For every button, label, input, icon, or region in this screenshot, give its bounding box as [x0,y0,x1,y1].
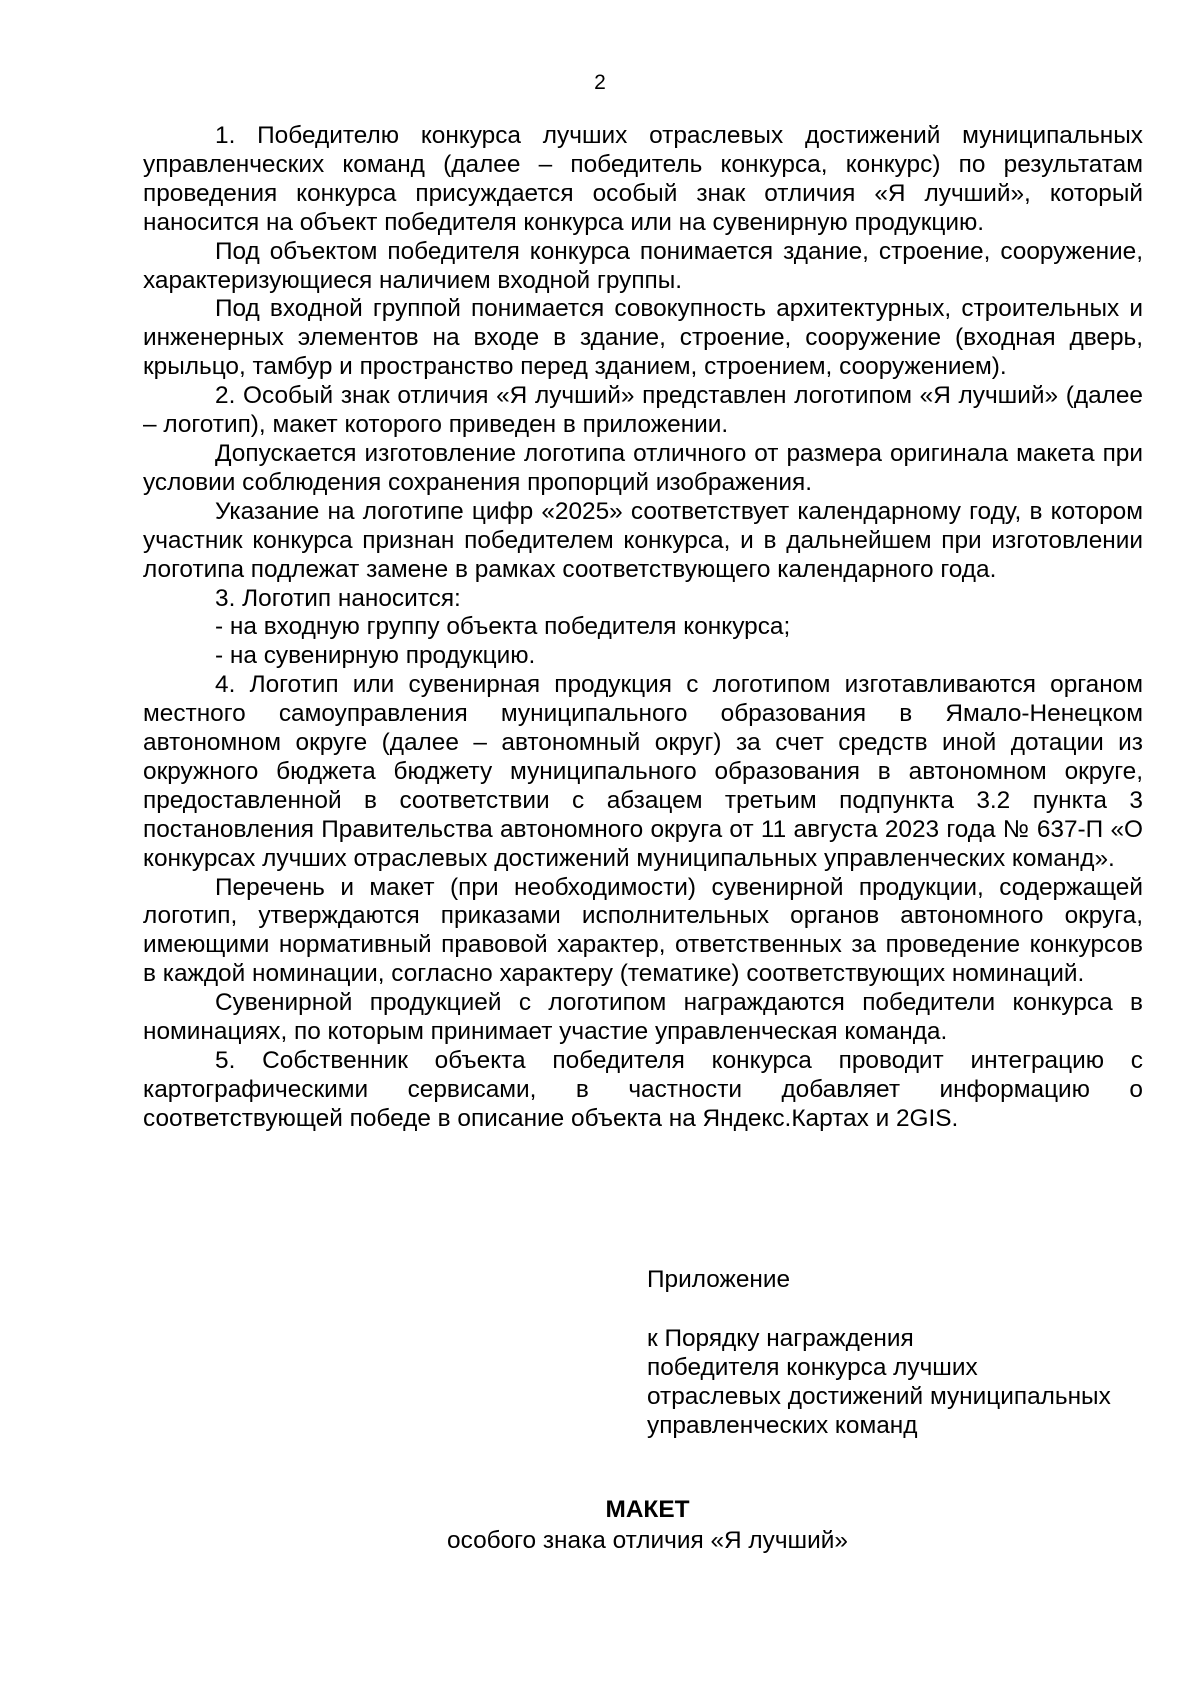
paragraph-7: 3. Логотип наносится: [215,584,461,612]
appendix-line: победителя конкурса лучших [647,1353,978,1381]
paragraph-13: 5. Собственник объекта победителя конкурса проводит интеграцию с картографическими сервисами, в частности добавляет информацию о соответствующей победе в описание объекта на Яндекс.Картах и 2GIS. [143,1047,1143,1132]
maket-title: МАКЕТ [605,1496,690,1523]
paragraph-1: 1. Победителю конкурса лучших отраслевых достижений муниципальных управленческих команд (далее – победитель конкурса, конкурс) по результатам проведения конкурса присуждается особый знак отличия «Я лучший», который наносится на объект победителя конкурса или на сувенирную продукцию. [143,122,1143,236]
appendix-line: к Порядку награждения [647,1325,914,1352]
appendix-title: Приложение [647,1266,791,1293]
appendix-line: отраслевых достижений муниципальных [647,1382,1111,1410]
paragraph-8: - на входную группу объекта победителя конкурса; [215,613,791,641]
paragraph-12: Сувенирной продукцией с логотипом награждаются победители конкурса в номинациях, по которым принимает участие управленческая команда. [143,989,1143,1046]
paragraph-4: 2. Особый знак отличия «Я лучший» представлен логотипом «Я лучший» (далее – логотип), макет которого приведен в приложении. [143,382,1143,439]
page-number: 2 [594,71,606,94]
paragraph-3: Под входной группой понимается совокупность архитектурных, строительных и инженерных элементов на входе в здание, строение, сооружение (входная дверь, крыльцо, тамбур и пространство перед зданием, строением, сооружением). [143,295,1143,381]
paragraph-9: - на сувенирную продукцию. [215,642,536,670]
paragraph-2: Под объектом победителя конкурса понимается здание, строение, сооружение, характеризующиеся наличием входной группы. [143,237,1143,294]
paragraph-11: Перечень и макет (при необходимости) сувенирной продукции, содержащей логотип, утверждаются приказами исполнительных органов автономного округа, имеющими нормативный правовой характер, ответственных за проведение конкурсов в каждой номинации, согласно характеру (тематике) соответствующих номинаций. [143,873,1143,988]
maket-subtitle: особого знака отличия «Я лучший» [447,1527,848,1554]
appendix-caption [647,1325,1167,1441]
paragraph-10: 4. Логотип или сувенирная продукция с логотипом изготавливаются органом местного самоуправления муниципального образования в Ямало-Ненецком автономном округе (далее – автономный округ) за счет средств иной дотации из окружного бюджета бюджету муниципального образования в автономном округе, предоставленной в соответствии с абзацем третьим подпункта 3.2 пункта 3 постановления Правительства автономного округа от 11 августа 2023 года № 637-П «О конкурсах лучших отраслевых достижений муниципальных управленческих команд». [143,671,1143,872]
paragraph-5: Допускается изготовление логотипа отличного от размера оригинала макета при условии соблюдения сохранения пропорций изображения. [143,439,1143,496]
document-body [143,122,1143,1134]
appendix-line: управленческих команд [647,1411,918,1439]
paragraph-6: Указание на логотипе цифр «2025» соответствует календарному году, в котором участник конкурса признан победителем конкурса, и в дальнейшем при изготовлении логотипа подлежат замене в рамках соответствующего календарного года. [143,497,1143,583]
